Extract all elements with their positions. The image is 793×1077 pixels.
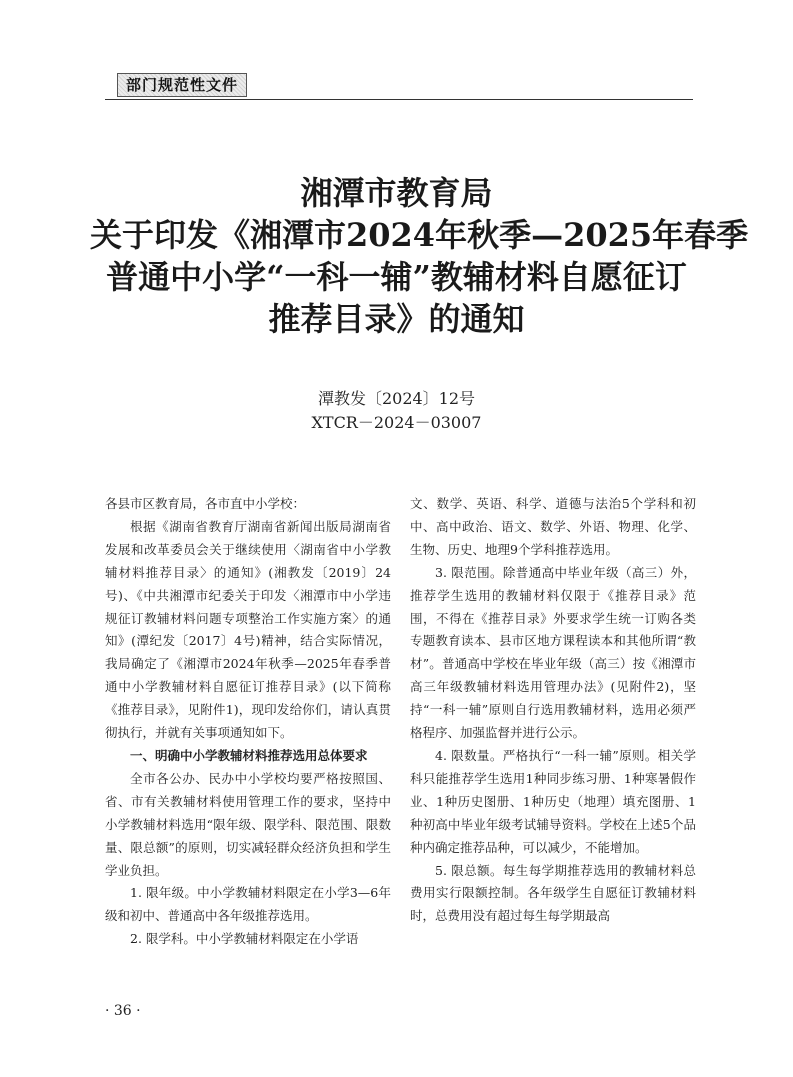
paragraph: 2. 限学科。中小学教辅材料限定在小学语 [130, 931, 359, 947]
left-column [105, 493, 391, 951]
document-number [90, 387, 703, 435]
header-rule [105, 99, 693, 100]
page-number: · 36 · [105, 1003, 141, 1019]
title-line-2: 关于印发《湘潭市2024年秋季—2025年春季 [90, 216, 749, 254]
document-title [90, 172, 749, 340]
paragraph: 全市各公办、民办中小学校均要严格按照国、省、市有关教辅材料使用管理工作的要求，坚持中小学教辅材料选用“限年级、限学科、限范围、限数量、限总额”的原则，切实减轻群众经济负担和学生学业负担。 [105, 770, 391, 878]
salutation: 各县市区教育局，各市直中小学校： [105, 496, 306, 511]
title-line-4: 推荐目录》的通知 [268, 300, 525, 338]
paragraph: 4. 限数量。严格执行“一科一辅”原则。相关学科只能推荐学生选用1种同步练习册、1种寒暑假作业、1种历史图册、1种历史（地理）填充图册、1种初高中毕业年级考试辅导资料。学校在上述5个品种内确定推荐品种，可以减少，不能增加。 [410, 747, 696, 855]
paragraph: 3. 限范围。除普通高中毕业年级（高三）外，推荐学生选用的教辅材料仅限于《推荐目录》范围，不得在《推荐目录》外要求学生统一订购各类专题教育读本、县市区地方课程读本和其他所谓“教材”。普通高中学校在毕业年级（高三）按《湘潭市高三年级教辅材料选用管理办法》(见附件2)，坚持“一科一辅”原则自行选用教辅材料，选用必须严格程序、加强监督并进行公示。 [410, 564, 696, 741]
paragraph: 根据《湖南省教育厅湖南省新闻出版局湖南省发展和改革委员会关于继续使用〈湖南省中小学教辅材料推荐目录〉的通知》(湘教发〔2019〕24号)、《中共湘潭市纪委关于印发〈湘潭市中小学违规征订教辅材料问题专项整治工作实施方案〉的通知》(潭纪发〔2017〕4号)精神，结合实际情况，我局确定了《湘潭市2024年秋季—2025年春季普通中小学教辅材料自愿征订推荐目录》(以下简称《推荐目录》，见附件1)，现印发给你们，请认真贯彻执行，并就有关事项通知如下。 [105, 518, 391, 741]
title-line-3: 普通中小学“一科一辅”教辅材料自愿征订 [106, 258, 687, 296]
right-column [410, 493, 696, 928]
doc-number-line-1: 潭教发〔2024〕12号 [317, 389, 476, 408]
paragraph: 5. 限总额。每生每学期推荐选用的教辅材料总费用实行限额控制。各年级学生自愿征订教辅材料时，总费用没有超过每生每学期最高 [410, 862, 696, 924]
section-tag: 部门规范性文件 [117, 73, 247, 97]
section-heading: 一、明确中小学教辅材料推荐选用总体要求 [130, 747, 368, 763]
doc-number-line-2: XTCR－2024－03007 [311, 413, 482, 432]
paragraph: 1. 限年级。中小学教辅材料限定在小学3—6年级和初中、普通高中各年级推荐选用。 [105, 885, 391, 924]
title-line-1: 湘潭市教育局 [300, 174, 493, 212]
paragraph-continued: 文、数学、英语、科学、道德与法治5个学科和初中、高中政治、语文、数学、外语、物理、化学、生物、历史、地理9个学科推荐选用。 [410, 496, 696, 557]
